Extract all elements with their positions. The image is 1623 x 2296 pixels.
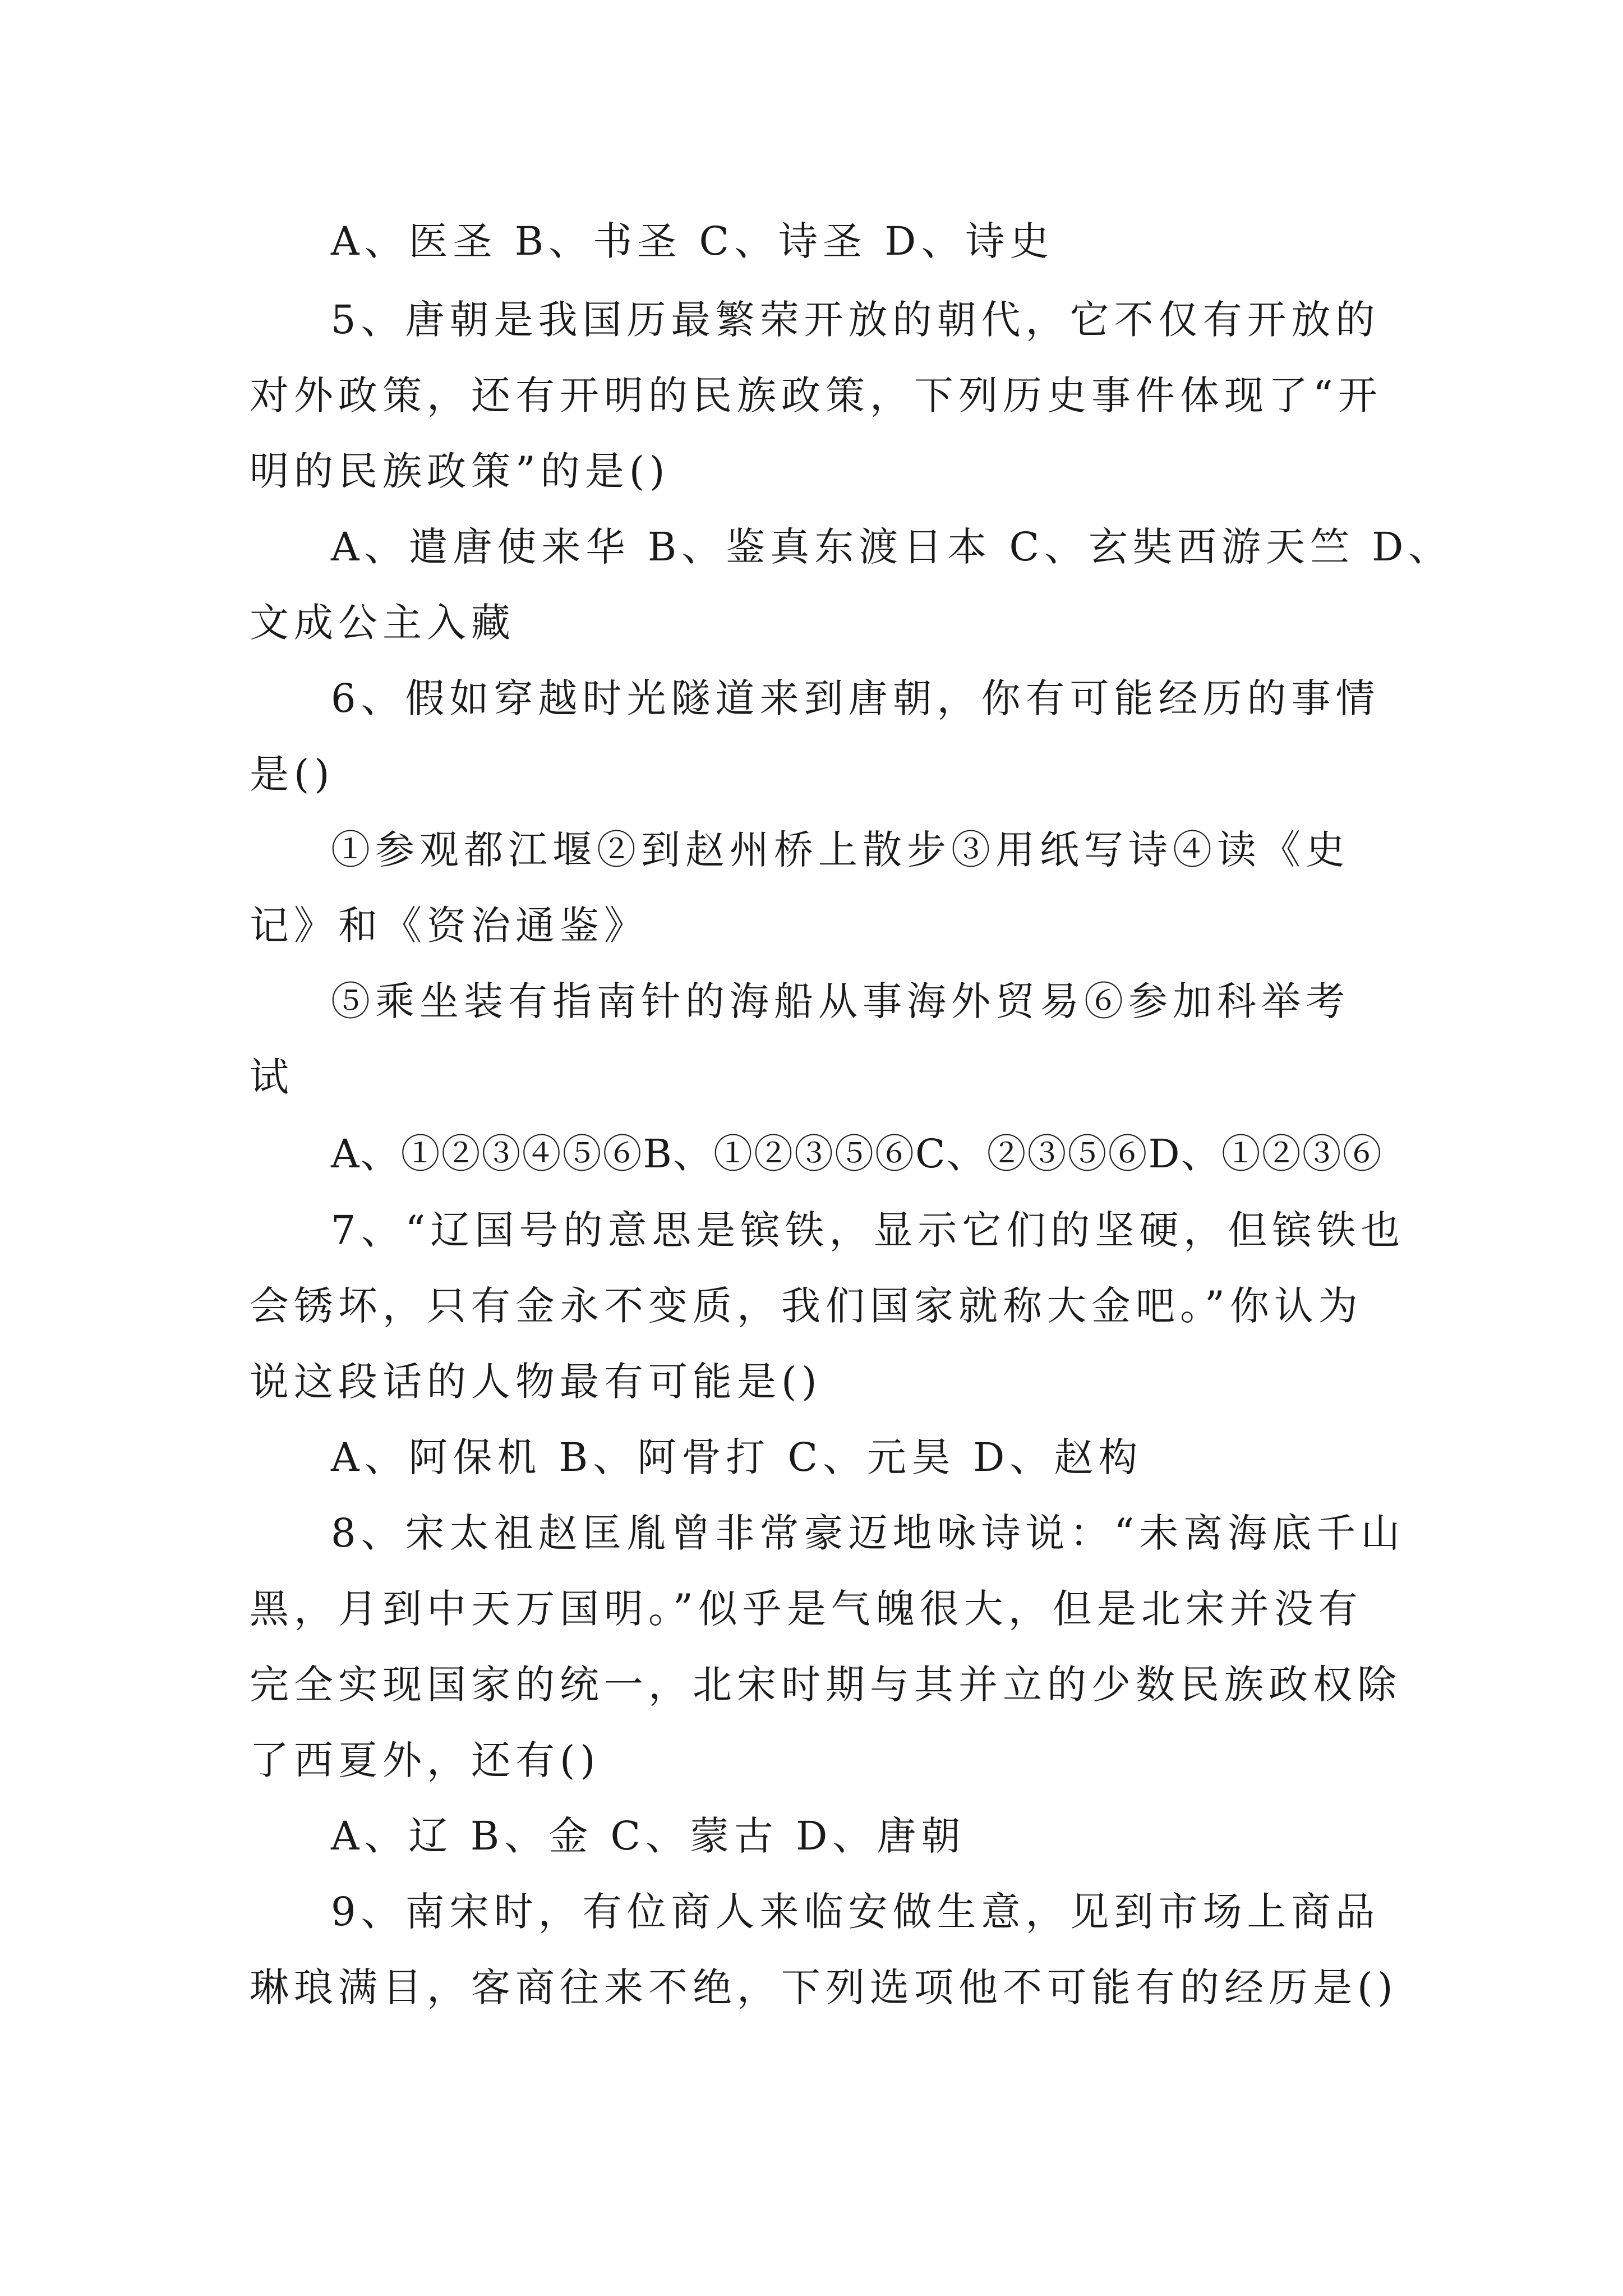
q6-stem-line-1: 6、假如穿越时光隧道来到唐朝，你有可能经历的事情	[331, 675, 1380, 721]
q5-stem-line-2: 对外政策，还有开明的民族政策，下列历史事件体现了“开	[250, 372, 1382, 418]
q5-options-line-1: A、遣唐使来华 B、鉴真东渡日本 C、玄奘西游天竺 D、	[331, 524, 1453, 570]
q6-stem-line-2: 是()	[250, 751, 335, 797]
q6-items-line-4: 试	[250, 1054, 294, 1100]
q4-options: A、医圣 B、书圣 C、诗圣 D、诗史	[331, 218, 1054, 264]
q9-stem-line-2: 琳琅满目，客商往来不绝，下列选项他不可能有的经历是()	[250, 1964, 1398, 2010]
q6-items-line-1: ①参观都江堰②到赵州桥上散步③用纸写诗④读《史	[331, 827, 1350, 873]
q8-stem-line-3: 完全实现国家的统一，北宋时期与其并立的少数民族政权除	[250, 1662, 1401, 1708]
q6-items-line-2: 记》和《资治通鉴》	[250, 903, 648, 949]
q6-items-line-3: ⑤乘坐装有指南针的海船从事海外贸易⑥参加科举考	[331, 978, 1350, 1024]
q8-stem-line-1: 8、宋太祖赵匡胤曾非常豪迈地咏诗说：“未离海底千山	[331, 1510, 1405, 1556]
q8-stem-line-2: 黑，月到中天万国明。”似乎是气魄很大，但是北宋并没有	[250, 1586, 1363, 1632]
q7-stem-line-2: 会锈坏，只有金永不变质，我们国家就称大金吧。”你认为	[250, 1283, 1363, 1329]
q7-stem-line-1: 7、“辽国号的意思是镔铁，显示它们的坚硬，但镔铁也	[331, 1207, 1405, 1253]
q7-stem-line-3: 说这段话的人物最有可能是()	[250, 1359, 822, 1405]
q7-options: A、阿保机 B、阿骨打 C、元昊 D、赵构	[331, 1434, 1143, 1480]
q6-options: A、①②③④⑤⑥B、①②③⑤⑥C、②③⑤⑥D、①②③⑥	[331, 1131, 1383, 1177]
q9-stem-line-1: 9、南宋时，有位商人来临安做生意，见到市场上商品	[331, 1889, 1380, 1935]
q8-options: A、辽 B、金 C、蒙古 D、唐朝	[331, 1813, 966, 1859]
q8-stem-line-4: 了西夏外，还有()	[250, 1737, 601, 1783]
q5-stem-line-3: 明的民族政策”的是()	[250, 448, 670, 494]
q5-stem-line-1: 5、唐朝是我国历最繁荣开放的朝代，它不仅有开放的	[331, 297, 1380, 343]
q5-options-line-2: 文成公主入藏	[250, 600, 515, 646]
